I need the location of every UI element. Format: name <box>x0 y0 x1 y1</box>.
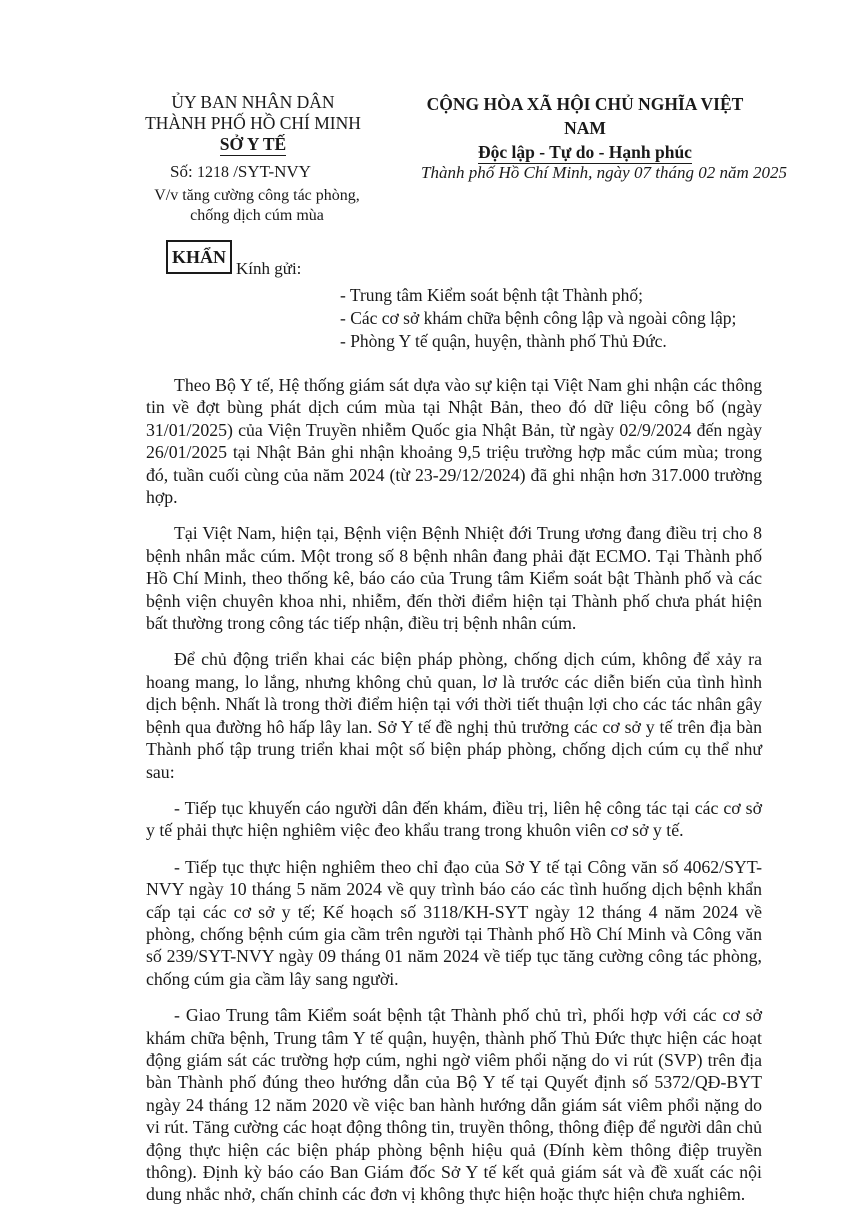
measure-item: - Giao Trung tâm Kiểm soát bệnh tật Thành phố chủ trì, phối hợp với các cơ sở khám chữa bệnh, Trung tâm Y tế quận, huyện, thành phố Thủ Đức thực hiện các hoạt động giám sát các trường hợp cúm, nghi ngờ viêm phổi nặng do vi rút (SVP) trên địa bàn Thành phố đúng theo hướng dẫn của Bộ Y tế tại Quyết định số 5372/QĐ-BYT ngày 24 tháng 12 năm 2020 về việc ban hành hướng dẫn giám sát viêm phổi nặng do vi rút. Tăng cường các hoạt động thông tin, truyền thông, thông điệp để người dân chủ động thực hiện các biện pháp phòng bệnh hiệu quả (Đính kèm thông điệp truyền thông). Định kỳ báo cáo Ban Giám đốc Sở Y tế kết quả giám sát và đề xuất các nội dung nhắc nhở, chấn chỉnh các đơn vị không thực hiện hoặc thực hiện chưa nghiêm. <box>146 1005 762 1205</box>
measure-item: - Tiếp tục khuyến cáo người dân đến khám, điều trị, liên hệ công tác tại các cơ sở y tế phải thực hiện nghiêm việc đeo khẩu trang trong khuôn viên cơ sở y tế. <box>146 797 762 841</box>
national-motto: Độc lập - Tự do - Hạnh phúc <box>478 142 692 162</box>
greeting: Kính gửi: <box>236 259 302 278</box>
department-name: SỞ Y TẾ <box>219 134 287 154</box>
measure-item: - Tiếp tục thực hiện nghiêm theo chỉ đạo của Sở Y tế tại Công văn số 4062/SYT-NVY ngày 10 tháng 5 năm 2024 về quy trình báo cáo các tình huống dịch bệnh khẩn cấp tại các cơ sở y tế; Kế hoạch số 3118/KH-SYT ngày 12 tháng 4 năm 2024 về phòng, chống bệnh cúm gia cầm trên người tại Thành phố Hồ Chí Minh và Công văn số 239/SYT-NVY ngày 09 tháng 01 năm 2024 về tiếp tục tăng cường công tác phòng, chống cúm gia cầm lây sang người. <box>146 856 762 989</box>
org-line-1: ỦY BAN NHÂN DÂN <box>171 92 335 112</box>
paragraph: Để chủ động triển khai các biện pháp phòng, chống dịch cúm, không để xảy ra hoang mang, lo lắng, nhưng không chủ quan, lơ là trước các diễn biến của tình hình dịch bệnh. Nhất là trong thời điểm hiện tại với thời tiết thuận lợi cho các tác nhân gây bệnh qua đường hô hấp lây lan. Sở Y tế đề nghị thủ trưởng các cơ sở y tế trên địa bàn Thành phố tập trung triển khai một số biện pháp phòng, chống dịch cúm cụ thể như sau: <box>146 649 762 782</box>
recipient-list <box>340 284 736 353</box>
urgency-stamp: KHẨN <box>166 240 232 274</box>
country-name: CỘNG HÒA XÃ HỘI CHỦ NGHĨA VIỆT NAM <box>426 94 744 138</box>
recipient-item: - Các cơ sở khám chữa bệnh công lập và ngoài công lập; <box>340 308 737 328</box>
paragraph: Theo Bộ Y tế, Hệ thống giám sát dựa vào sự kiện tại Việt Nam ghi nhận các thông tin về đợt bùng phát dịch cúm mùa tại Nhật Bản, theo đó dữ liệu công bố (ngày 31/01/2025) của Viện Truyền nhiễm Quốc gia Nhật Bản, từ ngày 02/9/2024 đến ngày 26/01/2025 tại Nhật Bản ghi nhận khoảng 9,5 triệu trường hợp mắc cúm mùa; trong đó, tuần cuối cùng của năm 2024 (từ 23-29/12/2024) đã ghi nhận hơn 317.000 trường hợp. <box>146 375 762 508</box>
paragraph: Tại Việt Nam, hiện tại, Bệnh viện Bệnh Nhiệt đới Trung ương đang điều trị cho 8 bệnh nhân mắc cúm. Một trong số 8 bệnh nhân đang phải đặt ECMO. Tại Thành phố Hồ Chí Minh, theo thống kê, báo cáo của Trung tâm Kiểm soát bật Thành phố và các bệnh viện chuyên khoa nhi, nhiễm, đến thời điểm hiện tại Thành phố chưa phát hiện bất thường trong công tác tiếp nhận, điều trị bệnh nhân cúm. <box>146 523 762 634</box>
issuer-block <box>118 92 388 155</box>
place-and-date: Thành phố Hồ Chí Minh, ngày 07 tháng 02 năm 2025 <box>421 163 787 182</box>
document-subject: V/v tăng cường công tác phòng, chống dịch cúm mùa <box>154 187 360 224</box>
national-header <box>405 92 765 164</box>
recipient-item: - Phòng Y tế quận, huyện, thành phố Thủ Đức. <box>340 331 667 351</box>
document-number: Số: 1218 /SYT-NVY <box>170 162 311 181</box>
recipient-item: - Trung tâm Kiểm soát bệnh tật Thành phố; <box>340 285 643 305</box>
org-line-2: THÀNH PHỐ HỒ CHÍ MINH <box>145 113 361 133</box>
letter-body <box>146 374 762 1220</box>
